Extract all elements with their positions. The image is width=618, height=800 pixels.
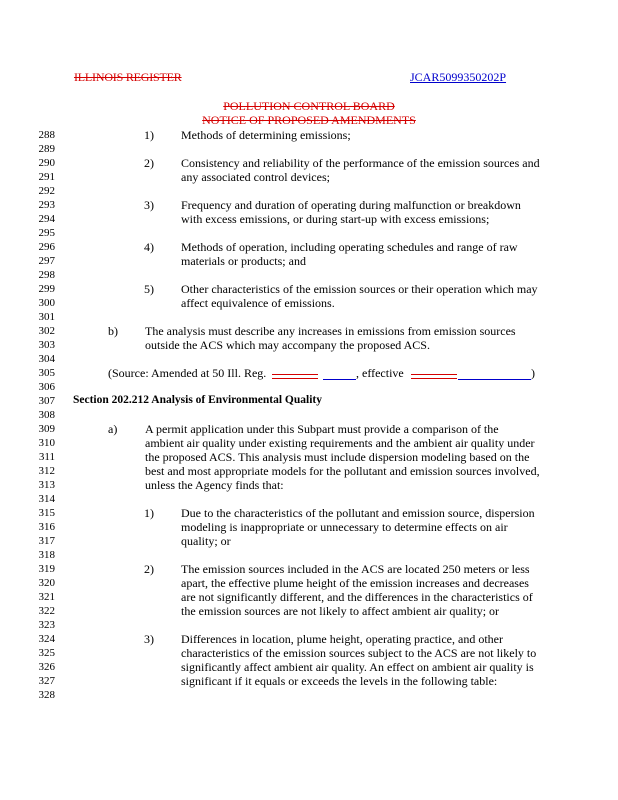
jcar-link[interactable]: JCAR5099350202P — [410, 70, 507, 84]
line-number: 307 — [38, 395, 55, 407]
line-number: 315 — [38, 507, 55, 519]
item-label: 2) — [144, 156, 154, 170]
item-text: Other characteristics of the emission sources or their operation which may — [181, 282, 538, 296]
line-number: 305 — [38, 367, 55, 379]
line-number: 303 — [38, 339, 55, 351]
item-text: Differences in location, plume height, operating practice, and other — [181, 632, 503, 646]
item-text: materials or products; and — [181, 254, 306, 268]
item-text: Methods of determining emissions; — [181, 128, 351, 142]
line-number: 300 — [38, 297, 55, 309]
line-number: 318 — [38, 549, 55, 561]
item-label: 3) — [144, 198, 154, 212]
item-text: quality; or — [181, 534, 231, 548]
line-number: 313 — [38, 479, 55, 491]
line-number: 292 — [38, 185, 55, 197]
line-number: 306 — [38, 381, 55, 393]
line-number: 304 — [38, 353, 55, 365]
line-number: 316 — [38, 521, 55, 533]
line-number: 322 — [38, 605, 55, 617]
subsection-text: unless the Agency finds that: — [145, 478, 284, 492]
line-number: 320 — [38, 577, 55, 589]
subsection-label: b) — [108, 324, 118, 338]
item-text: significantly affect ambient air quality. An effect on ambient air quality is — [181, 660, 534, 674]
effective-date-blank — [411, 374, 457, 375]
line-number: 314 — [38, 493, 55, 505]
line-number: 324 — [38, 633, 55, 645]
item-text: Frequency and duration of operating during malfunction or breakdown — [181, 198, 521, 212]
item-text: the emission sources are not likely to affect ambient air quality; or — [181, 604, 500, 618]
source-note: (Source: Amended at 50 Ill. Reg. — [108, 366, 267, 380]
item-label: 5) — [144, 282, 154, 296]
line-number: 299 — [38, 283, 55, 295]
line-number: 291 — [38, 171, 55, 183]
item-label: 1) — [144, 506, 154, 520]
item-label: 2) — [144, 562, 154, 576]
line-number: 308 — [38, 409, 55, 421]
line-number: 328 — [38, 689, 55, 701]
line-number: 323 — [38, 619, 55, 631]
effective-date-blank-strike — [411, 378, 457, 379]
item-label: 3) — [144, 632, 154, 646]
item-text: with excess emissions, or during start-up with excess emissions; — [181, 212, 490, 226]
subsection-text: A permit application under this Subpart must provide a comparison of the — [145, 422, 499, 436]
item-label: 4) — [144, 240, 154, 254]
line-number: 327 — [38, 675, 55, 687]
subsection-text: the proposed ACS. This analysis must include dispersion modeling based on the — [145, 450, 530, 464]
item-text: affect equivalence of emissions. — [181, 296, 335, 310]
item-text: are not significantly different, and the differences in the characteristics of — [181, 590, 533, 604]
register-volume-blank — [272, 374, 318, 375]
line-number: 319 — [38, 563, 55, 575]
line-number: 290 — [38, 157, 55, 169]
register-volume-blank-strike — [272, 378, 318, 379]
line-number: 294 — [38, 213, 55, 225]
source-effective: , effective — [356, 366, 404, 380]
item-text: any associated control devices; — [181, 170, 330, 184]
item-text: The emission sources included in the ACS are located 250 meters or less — [181, 562, 530, 576]
item-text: Consistency and reliability of the performance of the emission sources and — [181, 156, 540, 170]
register-title: ILLINOIS REGISTER — [74, 70, 182, 84]
subsection-text: outside the ACS which may accompany the proposed ACS. — [145, 338, 430, 352]
line-number: 301 — [38, 311, 55, 323]
line-number: 302 — [38, 325, 55, 337]
subsection-text: The analysis must describe any increases in emissions from emission sources — [145, 324, 516, 338]
line-number: 297 — [38, 255, 55, 267]
subsection-text: best and most appropriate models for the pollutant and emission sources involved, — [145, 464, 540, 478]
line-number: 295 — [38, 227, 55, 239]
notice-title: NOTICE OF PROPOSED AMENDMENTS — [202, 113, 416, 127]
line-number: 326 — [38, 661, 55, 673]
item-label: 1) — [144, 128, 154, 142]
item-text: modeling is inappropriate or unnecessary to determine effects on air — [181, 520, 508, 534]
item-text: characteristics of the emission sources subject to the ACS are not likely to — [181, 646, 537, 660]
line-number: 289 — [38, 143, 55, 155]
line-number: 312 — [38, 465, 55, 477]
line-number: 309 — [38, 423, 55, 435]
item-text: Due to the characteristics of the pollutant and emission source, dispersion — [181, 506, 535, 520]
register-page-blank — [323, 379, 356, 380]
line-number: 325 — [38, 647, 55, 659]
item-text: Methods of operation, including operating schedules and range of raw — [181, 240, 518, 254]
line-number: 321 — [38, 591, 55, 603]
line-number: 317 — [38, 535, 55, 547]
line-number: 310 — [38, 437, 55, 449]
item-text: significant if it equals or exceeds the levels in the following table: — [181, 674, 498, 688]
item-text: apart, the effective plume height of the emission increases and decreases — [181, 576, 529, 590]
subsection-text: ambient air quality under existing requirements and the ambient air quality under — [145, 436, 535, 450]
board-name: POLLUTION CONTROL BOARD — [223, 99, 395, 113]
source-close: ) — [531, 366, 535, 380]
line-number: 298 — [38, 269, 55, 281]
line-number: 311 — [38, 451, 55, 463]
line-number: 288 — [38, 129, 55, 141]
line-number: 296 — [38, 241, 55, 253]
effective-date-new-blank — [458, 379, 531, 380]
section-heading: Section 202.212 Analysis of Environmental Quality — [73, 394, 322, 406]
subsection-label: a) — [108, 422, 118, 436]
line-number: 293 — [38, 199, 55, 211]
